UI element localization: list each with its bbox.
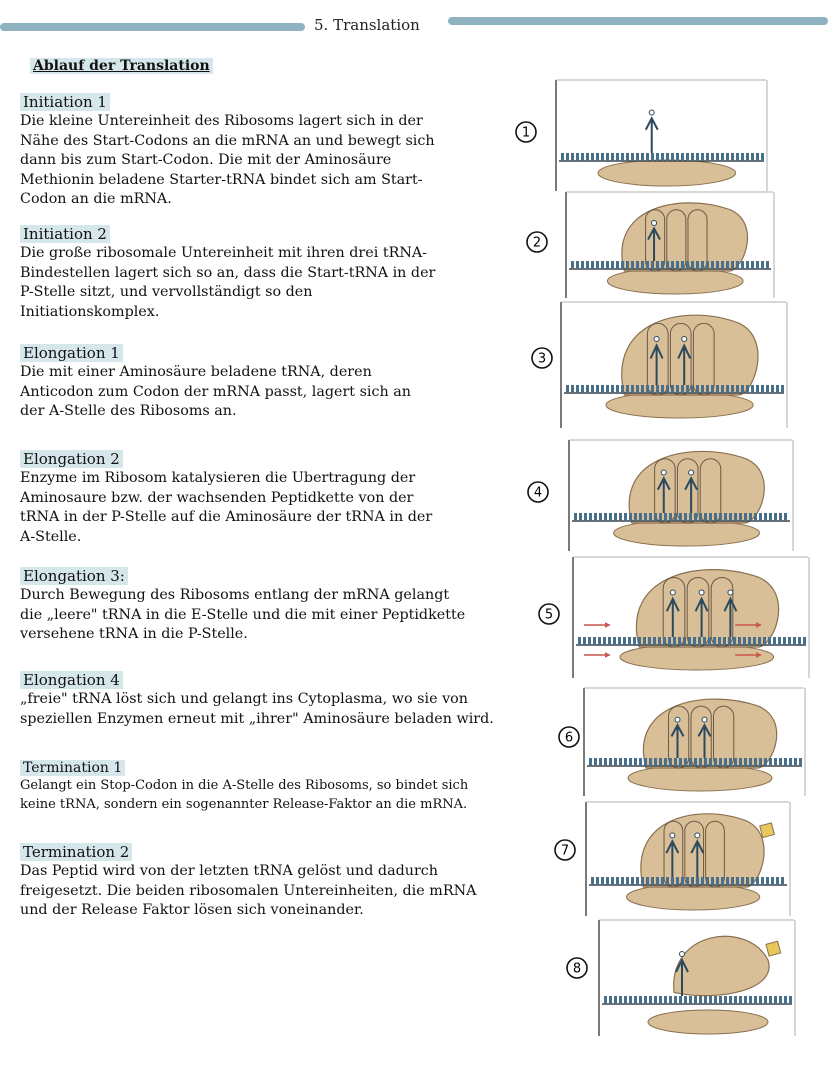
section-initiation-2 — [20, 224, 435, 322]
figure-number-1 — [514, 120, 538, 148]
section-termination-1 — [20, 757, 468, 814]
figure-number-3 — [530, 346, 554, 374]
section-elongation-1 — [20, 343, 411, 422]
section-body: Das Peptid wird von der letzten tRNA gelöst und dadurch freigesetzt. Die beiden ribosomalen Untereinheiten, die mRNA und der Release Faktor lösen sich voneinander. — [20, 863, 477, 918]
section-body: „freie" tRNA löst sich und gelangt ins Cytoplasma, wo sie von speziellen Enzymen erneut mit „ihrer" Aminosäure beladen wird. — [20, 691, 494, 727]
figure-number-7 — [553, 838, 577, 866]
section-body: Durch Bewegung des Ribosoms entlang der mRNA gelangt die „leere" tRNA in die E-Stelle und die mit einer Peptidkette versehene tRNA in die P-Stelle. — [20, 587, 466, 642]
svg-text:6: 6 — [564, 730, 574, 746]
section-body: Die große ribosomale Untereinheit mit ihren drei tRNA- Bindestellen lagert sich so an, dass die Start-tRNA in der P-Stelle sitzt, und vervollständigt so den Initiationskomplex. — [20, 245, 436, 320]
section-body: Die mit einer Aminosäure beladene tRNA, deren Anticodon zum Codon der mRNA passt, lagert sich an der A-Stelle des Ribosoms an. — [20, 364, 411, 419]
figure-4 — [568, 438, 796, 553]
figure-number-8 — [565, 956, 589, 984]
figure-number-6 — [557, 725, 581, 753]
section-elongation-4 — [20, 670, 494, 729]
svg-text:7: 7 — [560, 843, 570, 859]
figure-1 — [555, 78, 770, 193]
section-termination-2 — [20, 842, 476, 921]
header-bar-right — [448, 17, 828, 25]
svg-text:1: 1 — [521, 125, 531, 141]
figure-8 — [598, 918, 798, 1038]
main-title: Ablauf der Translation — [30, 58, 213, 74]
section-body: Gelangt ein Stop-Codon in die A-Stelle des Ribosoms, so bindet sich keine tRNA, sondern ein sogenannter Release-Faktor an die mRNA. — [20, 778, 469, 812]
svg-text:2: 2 — [532, 235, 542, 251]
figure-number-2 — [525, 230, 549, 258]
section-title: Termination 2 — [20, 843, 132, 861]
page-title: 5. Translation — [314, 16, 420, 34]
header-bar-left — [0, 23, 305, 31]
figure-number-5 — [537, 602, 561, 630]
section-title: Termination 1 — [20, 760, 125, 776]
section-title: Elongation 3: — [20, 567, 128, 585]
section-title: Initiation 1 — [20, 93, 110, 111]
section-body: Die kleine Untereinheit des Ribosoms lagert sich in der Nähe des Start-Codons an die mRNA an und bewegt sich dann bis zum Start-Codon. Die mit der Aminosäure Methionin beladene Starter-tRNA bindet sich am Start- Codon an die mRNA. — [20, 113, 435, 207]
svg-text:4: 4 — [533, 485, 543, 501]
svg-text:5: 5 — [544, 607, 554, 623]
figure-7 — [585, 800, 793, 918]
section-elongation-2 — [20, 449, 432, 547]
section-title: Elongation 2 — [20, 450, 123, 468]
section-initiation-1 — [20, 92, 435, 210]
svg-text:3: 3 — [537, 351, 547, 367]
section-elongation-3 — [20, 566, 465, 645]
section-body: Enzyme im Ribosom katalysieren die Ubertragung der Aminosaure bzw. der wachsenden Peptidkette von der tRNA in der P-Stelle auf die Aminosäure der tRNA in der A-Stelle. — [20, 470, 433, 545]
section-title: Initiation 2 — [20, 225, 110, 243]
figure-6 — [583, 686, 808, 798]
figure-3 — [560, 300, 790, 430]
figure-5 — [572, 555, 812, 680]
section-title: Elongation 1 — [20, 344, 123, 362]
section-title: Elongation 4 — [20, 671, 123, 689]
figure-number-4 — [526, 480, 550, 508]
svg-text:8: 8 — [572, 961, 582, 977]
figure-2 — [565, 190, 777, 300]
